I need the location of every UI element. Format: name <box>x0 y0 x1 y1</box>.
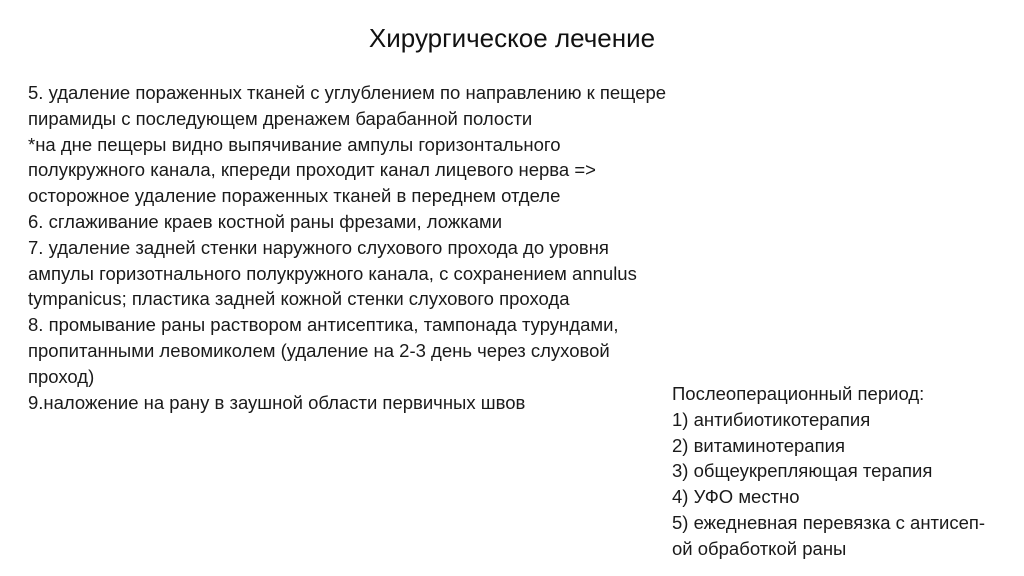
text-line: пирамиды с последующем дренажем барабанной полости <box>28 107 533 129</box>
text-line: 6. сглаживание краев костной раны фрезами, ложками <box>28 210 503 232</box>
text-line: tympanicus; пластика задней кожной стенки слухового прохода <box>28 288 570 310</box>
text-line: 9.наложение на рану в заушной области первичных швов <box>28 391 526 413</box>
text-line: полукружного канала, кпереди проходит канал лицевого нерва => <box>28 159 596 181</box>
postop-item: 4) УФО местно <box>672 486 800 508</box>
postop-item: 1) антибиотикотерапия <box>672 408 871 430</box>
text-line: ампулы горизотнального полукружного канала, с сохранением annulus <box>28 262 637 284</box>
slide-title: Хирургическое лечение <box>368 23 656 53</box>
text-line: 8. промывание раны раствором антисептика, тампонада турундами, <box>28 314 619 336</box>
text-line: пропитанными левомиколем (удаление на 2-3 день через слуховой <box>28 339 610 361</box>
text-line: *на дне пещеры видно выпячивание ампулы горизонтального <box>28 133 561 155</box>
postop-item: 5) ежедневная перевязка с антисеп- <box>672 511 986 533</box>
surgical-steps-text <box>28 80 728 415</box>
postop-item: 2) витаминотерапия <box>672 434 845 456</box>
text-line: проход) <box>28 365 95 387</box>
postop-item: 3) общеукрепляющая терапия <box>672 460 933 482</box>
postop-heading: Послеоперационный период: <box>672 383 925 404</box>
text-line: 5. удаление пораженных тканей с углублением по направлению к пещере <box>28 82 667 103</box>
postoperative-period-block <box>672 381 1017 562</box>
text-line: 7. удаление задней стенки наружного слухового прохода до уровня <box>28 236 609 258</box>
postop-item: ой обработкой раны <box>672 537 847 559</box>
text-line: осторожное удаление пораженных тканей в переднем отделе <box>28 185 561 207</box>
